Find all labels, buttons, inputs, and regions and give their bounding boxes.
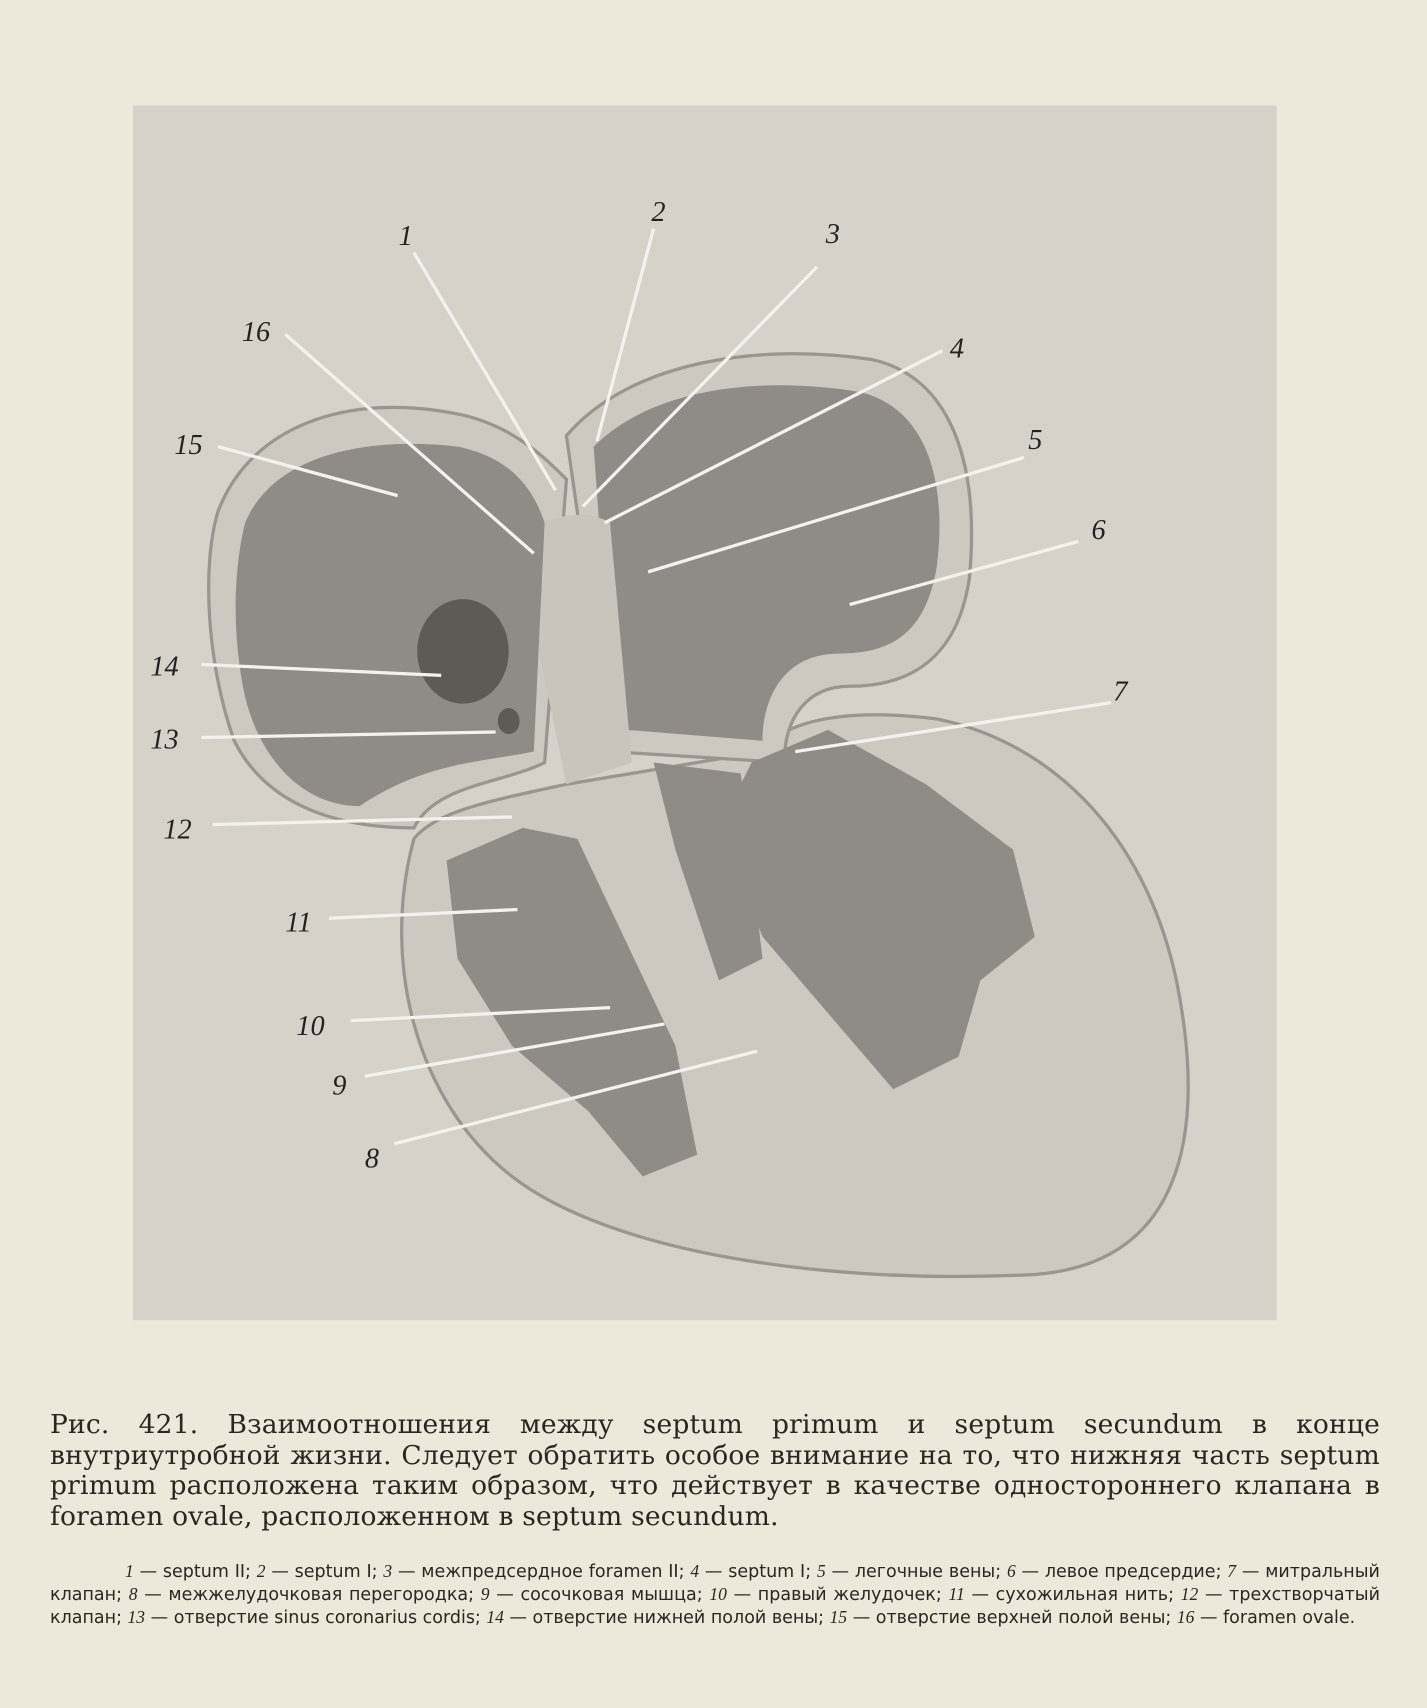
legend-number: 3 [383, 1561, 393, 1581]
legend-number: 11 [948, 1584, 965, 1604]
label-6: 6 [1091, 515, 1106, 547]
caption-text: Взаимоотношения между septum primum и septum secundum в конце внутриутробной жизни. Следует обратить особое внимание на то, что нижняя часть septum primum расположена таким образом, что действует в качестве одностороннего клапана в foramen ovale, расположенном в septum secundum. [50, 1409, 1380, 1532]
legend-item [486, 1608, 829, 1628]
legend-number: 2 [256, 1561, 266, 1581]
legend-number: 15 [829, 1607, 848, 1627]
legend-number: 5 [816, 1561, 826, 1581]
legend-text: — septum II; [139, 1562, 257, 1582]
legend-text: — foramen ovale. [1199, 1608, 1356, 1628]
legend-text: — межжелудочковая перегородка; [144, 1585, 481, 1605]
legend-item [949, 1585, 1181, 1605]
ivc-opening [417, 599, 509, 704]
label-12: 12 [163, 814, 192, 846]
legend-item [481, 1585, 710, 1605]
label-15: 15 [174, 430, 203, 462]
label-10: 10 [296, 1010, 325, 1042]
legend-text: — правый желудочек; [733, 1585, 949, 1605]
label-5: 5 [1028, 424, 1043, 456]
caption-number: Рис. 421. [50, 1409, 199, 1440]
legend-number: 13 [127, 1607, 146, 1627]
figure-legend [50, 1560, 1380, 1629]
legend-number: 12 [1180, 1584, 1199, 1604]
legend-number: 4 [690, 1561, 700, 1581]
legend-item [690, 1562, 817, 1582]
legend-item [709, 1585, 948, 1605]
label-13: 13 [150, 724, 179, 756]
legend-item [125, 1562, 257, 1582]
label-16: 16 [241, 316, 271, 348]
label-3: 3 [825, 218, 840, 250]
legend-text: — сухожильная нить; [971, 1585, 1181, 1605]
figure-caption [50, 1410, 1380, 1532]
legend-text: — левое предсердие; [1021, 1562, 1228, 1582]
legend-text: — отверстие sinus coronarius cordis; [150, 1608, 487, 1628]
label-2: 2 [651, 197, 666, 229]
legend-item [128, 1608, 487, 1628]
legend-text: — трехстворчатый клапан; [50, 1585, 1380, 1628]
legend-text: — легочные вены; [831, 1562, 1007, 1582]
legend-text: — septum I; [704, 1562, 817, 1582]
legend-item [1007, 1562, 1227, 1582]
legend-number: 16 [1176, 1607, 1195, 1627]
label-8: 8 [364, 1143, 380, 1175]
legend-number: 10 [709, 1584, 727, 1604]
legend-text: — митральный клапан; [50, 1562, 1380, 1605]
legend-number: 1 [125, 1561, 134, 1581]
label-4: 4 [949, 333, 965, 365]
legend-number: 8 [128, 1584, 138, 1604]
label-14: 14 [150, 651, 179, 683]
label-7: 7 [1113, 676, 1128, 708]
sinus-coronarius-opening [498, 708, 520, 734]
legend-text: — septum I; [271, 1562, 384, 1582]
label-11: 11 [285, 907, 312, 939]
legend-item [1177, 1608, 1355, 1628]
legend-text: — сосочковая мышца; [496, 1585, 710, 1605]
legend-item [129, 1585, 481, 1605]
legend-item [383, 1562, 690, 1582]
legend-item [257, 1562, 384, 1582]
legend-item [830, 1608, 1177, 1628]
legend-number: 6 [1006, 1561, 1016, 1581]
legend-text: — отверстие верхней полой вены; [852, 1608, 1177, 1628]
legend-number: 9 [480, 1584, 490, 1604]
legend-number: 7 [1227, 1561, 1237, 1581]
legend-item [817, 1562, 1007, 1582]
label-9: 9 [332, 1070, 347, 1102]
legend-text: — отверстие нижней полой вены; [509, 1608, 830, 1628]
label-1: 1 [398, 221, 413, 253]
legend-number: 14 [486, 1607, 504, 1627]
legend-text: — межпредсердное foramen II; [397, 1562, 691, 1582]
